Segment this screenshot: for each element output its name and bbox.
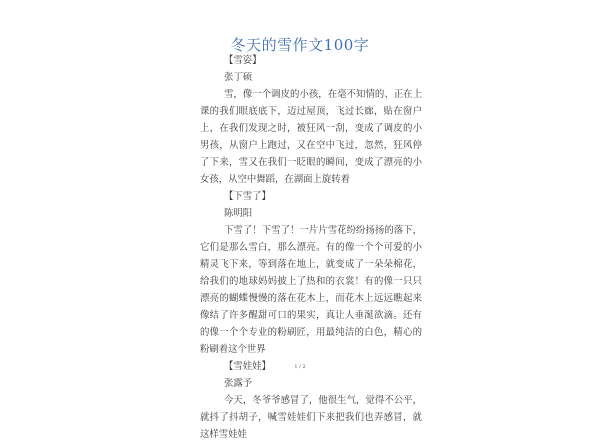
section-xuewawa (200, 358, 422, 443)
document-title: 冬天的雪作文100字 (230, 36, 370, 54)
document-body (200, 52, 422, 443)
section-text: 今天，冬爷爷感冒了，他很生气，觉得不公平，就抖了抖胡子，喊雪娃娃们下来把我们也弄感冒，就这样雪娃娃 (200, 395, 422, 440)
section-heading: 【雪娃娃】 (224, 361, 271, 372)
section-author: 张丁硕 (224, 72, 253, 83)
section-xiaxuele (200, 188, 422, 358)
section-author: 陈明阳 (224, 208, 253, 219)
section-xuezi (200, 52, 422, 188)
section-text: 雪，像一个调皮的小孩，在毫不知情的、正在上课的我们眼底底下，迈过屋顶，飞过长廊，贴在窗户上，在我们发现之时，被狂风一刮，变成了调皮的小男孩，从窗户上跑过，又在空中飞过，忽然，狂风停了下来，雪又在我们一眨眼的瞬间，变成了漂亮的小女孩，从空中舞蹈，在湖面上旋转着 (200, 89, 422, 185)
section-text: 下雪了！下雪了！一片片雪花纷纷扬扬的落下，它们是那么雪白，那么漂亮。有的像一个个可爱的小精灵飞下来，等到落在地上，就变成了一朵朵棉花，给我们的地球妈妈披上了热和的衣裳！有的像一只只漂亮的蝴蝶慢慢的落在花木上，而花木上远远瞧起来像结了许多醒甜可口的果实，真让人垂涎欲滴。还有的像一个个专业的粉刷匠，用最纯洁的白色，精心的粉刷着这个世界 (200, 225, 422, 355)
page-number: 1 / 2 (294, 364, 306, 370)
section-author: 张露予 (224, 378, 253, 389)
section-heading: 【下雪了】 (224, 191, 271, 202)
section-heading: 【雪姿】 (224, 55, 262, 66)
